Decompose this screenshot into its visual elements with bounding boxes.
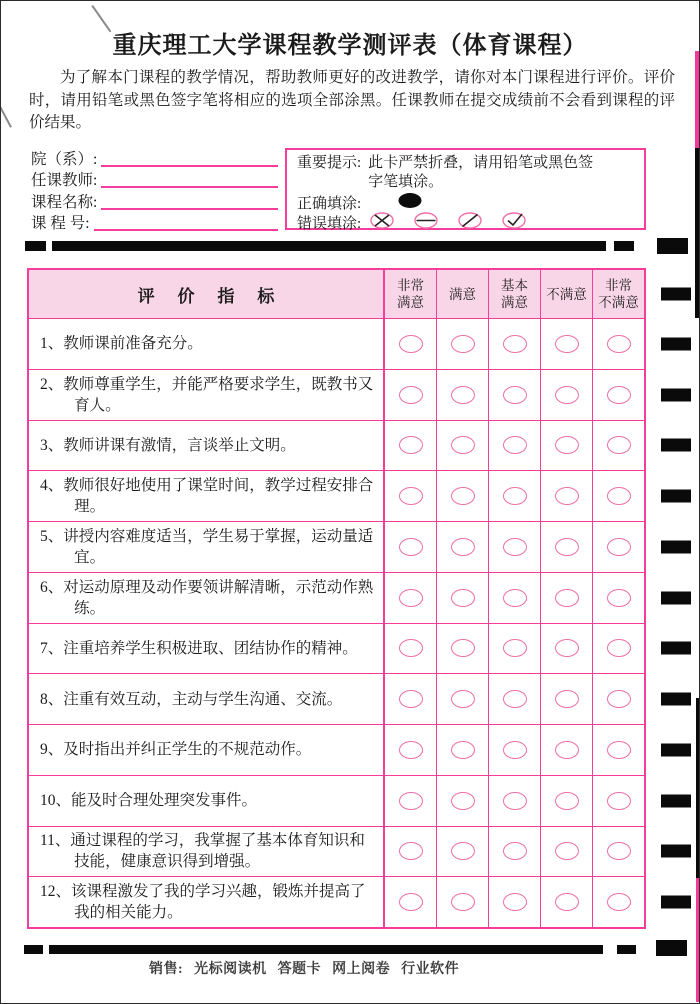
answer-bubble-very-unsatisfied[interactable]	[607, 842, 631, 860]
answer-bubble-unsatisfied[interactable]	[555, 386, 579, 404]
answer-bubble-very-unsatisfied[interactable]	[607, 741, 631, 759]
indicator-label: 6、对运动原理及动作要领讲解清晰，示范动作熟练。	[40, 578, 374, 617]
filled-oval-icon	[397, 192, 423, 214]
field-input-line[interactable]	[94, 217, 278, 231]
answer-bubble-basically-satisfied[interactable]	[503, 639, 527, 657]
sales-footer: 销售: 光标阅读机 答题卡 网上阅卷 行业软件	[149, 962, 460, 977]
answer-bubble-very-satisfied[interactable]	[399, 538, 423, 556]
field-course-name	[31, 190, 278, 212]
edge-strip-pink	[695, 51, 700, 148]
answer-bubble-very-unsatisfied[interactable]	[607, 436, 631, 454]
answer-bubble-very-unsatisfied[interactable]	[607, 335, 631, 353]
answer-bubble-unsatisfied[interactable]	[555, 893, 579, 911]
timing-mark	[661, 490, 691, 503]
answer-bubble-very-unsatisfied[interactable]	[607, 589, 631, 607]
cross-oval-icon	[370, 212, 394, 234]
answer-bubble-satisfied[interactable]	[451, 386, 475, 404]
indicator-label: 10、能及时合理处理突发事件。	[40, 792, 258, 810]
table-row-4	[29, 470, 644, 521]
sync-bar	[49, 945, 603, 954]
answer-bubble-satisfied[interactable]	[451, 538, 475, 556]
answer-bubble-very-unsatisfied[interactable]	[607, 690, 631, 708]
indicator-label: 5、讲授内容难度适当，学生易于掌握，运动量适宜。	[40, 527, 374, 566]
option-header-satisfied: 满意	[449, 286, 476, 302]
answer-bubble-satisfied[interactable]	[451, 741, 475, 759]
indicator-label: 3、教师讲课有激情，言谈举止文明。	[40, 436, 296, 454]
timing-mark	[661, 845, 691, 858]
answer-bubble-basically-satisfied[interactable]	[503, 386, 527, 404]
answer-bubble-very-satisfied[interactable]	[399, 741, 423, 759]
answer-bubble-very-satisfied[interactable]	[399, 436, 423, 454]
answer-bubble-satisfied[interactable]	[451, 893, 475, 911]
dash-oval-icon	[414, 212, 438, 234]
notice-box	[285, 148, 646, 230]
indicator-label: 11、通过课程的学习，我掌握了基本体育知识和技能，健康意识得到增强。	[40, 832, 365, 871]
answer-bubble-basically-satisfied[interactable]	[503, 842, 527, 860]
edge-strip-pink	[696, 878, 700, 1002]
answer-bubble-unsatisfied[interactable]	[555, 792, 579, 810]
correct-fill-label: 正确填涂:	[297, 196, 362, 212]
timing-mark	[614, 241, 634, 251]
answer-bubble-very-unsatisfied[interactable]	[607, 487, 631, 505]
answer-bubble-satisfied[interactable]	[451, 690, 475, 708]
table-row-6	[29, 572, 644, 623]
answer-bubble-unsatisfied[interactable]	[555, 690, 579, 708]
indicator-label: 9、及时指出并纠正学生的不规范动作。	[40, 741, 312, 759]
answer-bubble-very-satisfied[interactable]	[399, 690, 423, 708]
answer-bubble-basically-satisfied[interactable]	[503, 335, 527, 353]
field-label: 课程名称:	[31, 193, 98, 211]
indicator-label: 1、教师课前准备充分。	[40, 335, 203, 353]
answer-bubble-satisfied[interactable]	[451, 487, 475, 505]
answer-bubble-very-satisfied[interactable]	[399, 893, 423, 911]
answer-bubble-unsatisfied[interactable]	[555, 589, 579, 607]
answer-bubble-very-satisfied[interactable]	[399, 335, 423, 353]
timing-mark	[24, 945, 43, 954]
timing-mark	[661, 439, 691, 452]
wrong-fill-label: 错误填涂:	[297, 216, 362, 232]
indicator-label: 7、注重培养学生积极进取、团结协作的精神。	[40, 639, 358, 657]
option-header-very-satisfied: 非常 满意	[397, 278, 424, 310]
sync-bar	[52, 241, 606, 251]
page-title: 重庆理工大学课程教学测评表（体育课程）	[112, 33, 588, 59]
field-label: 课 程 号:	[31, 215, 90, 232]
evaluation-table	[27, 268, 646, 929]
answer-bubble-very-unsatisfied[interactable]	[607, 538, 631, 556]
answer-bubble-basically-satisfied[interactable]	[503, 589, 527, 607]
answer-bubble-basically-satisfied[interactable]	[503, 893, 527, 911]
timing-mark	[617, 945, 636, 954]
table-row-12	[29, 876, 644, 927]
timing-mark	[25, 241, 46, 251]
answer-bubble-basically-satisfied[interactable]	[503, 487, 527, 505]
table-row-9	[29, 724, 644, 775]
answer-bubble-very-satisfied[interactable]	[399, 386, 423, 404]
answer-bubble-very-satisfied[interactable]	[399, 842, 423, 860]
answer-bubble-unsatisfied[interactable]	[555, 335, 579, 353]
table-row-8	[29, 673, 644, 724]
indicator-label: 4、教师很好地使用了课堂时间，教学过程安排合理。	[40, 477, 374, 516]
field-input-line[interactable]	[101, 196, 278, 210]
timing-mark	[661, 288, 691, 301]
answer-bubble-very-satisfied[interactable]	[399, 487, 423, 505]
wrong-fill-examples	[370, 212, 526, 234]
field-teacher	[31, 169, 278, 191]
answer-bubble-basically-satisfied[interactable]	[503, 792, 527, 810]
edge-strip-black	[695, 148, 700, 318]
answer-bubble-satisfied[interactable]	[451, 639, 475, 657]
option-header-basically-satisfied: 基本 满意	[501, 278, 528, 310]
option-header-unsatisfied: 不满意	[546, 286, 587, 302]
field-department	[31, 147, 278, 169]
answer-bubble-basically-satisfied[interactable]	[503, 741, 527, 759]
indicator-header: 评 价 指 标	[29, 270, 385, 318]
answer-bubble-unsatisfied[interactable]	[555, 436, 579, 454]
slash-oval-icon	[458, 212, 482, 234]
timing-mark	[661, 896, 691, 909]
timing-mark	[661, 743, 691, 756]
answer-bubble-very-unsatisfied[interactable]	[607, 893, 631, 911]
answer-bubble-satisfied[interactable]	[451, 335, 475, 353]
table-row-2	[29, 369, 644, 420]
table-row-10	[29, 775, 644, 826]
timing-mark	[656, 940, 687, 956]
field-course-number	[31, 212, 278, 234]
answer-bubble-basically-satisfied[interactable]	[503, 436, 527, 454]
table-row-5	[29, 521, 644, 572]
notice-text: 此卡严禁折叠，请用铅笔或黑色签字笔填涂。	[368, 155, 594, 190]
check-oval-icon	[502, 212, 526, 234]
answer-bubble-unsatisfied[interactable]	[555, 639, 579, 657]
answer-bubble-unsatisfied[interactable]	[555, 741, 579, 759]
field-input-line[interactable]	[101, 153, 278, 167]
table-row-7	[29, 623, 644, 674]
table-row-11	[29, 826, 644, 877]
answer-bubble-very-unsatisfied[interactable]	[607, 639, 631, 657]
indicator-label: 8、注重有效互动，主动与学生沟通、交流。	[40, 690, 343, 708]
answer-bubble-very-satisfied[interactable]	[399, 589, 423, 607]
info-fields	[31, 147, 278, 233]
scan-artifact	[0, 95, 12, 128]
notice-title-label: 重要提示:	[297, 155, 362, 171]
answer-bubble-very-satisfied[interactable]	[399, 639, 423, 657]
answer-bubble-basically-satisfied[interactable]	[503, 690, 527, 708]
edge-strip-black	[696, 698, 700, 878]
answer-bubble-very-unsatisfied[interactable]	[607, 792, 631, 810]
timing-mark	[661, 693, 691, 706]
answer-bubble-unsatisfied[interactable]	[555, 538, 579, 556]
timing-mark	[661, 794, 691, 807]
table-header	[29, 270, 644, 318]
field-input-line[interactable]	[101, 174, 278, 188]
timing-mark	[661, 591, 691, 604]
table-row-3	[29, 420, 644, 471]
timing-mark	[661, 642, 691, 655]
answer-bubble-satisfied[interactable]	[451, 792, 475, 810]
answer-bubble-very-unsatisfied[interactable]	[607, 386, 631, 404]
indicator-label: 2、教师尊重学生，并能严格要求学生，既教书又育人。	[40, 375, 374, 414]
answer-bubble-unsatisfied[interactable]	[555, 487, 579, 505]
timing-mark	[657, 238, 688, 254]
timing-mark	[661, 388, 691, 401]
field-label: 院（系）:	[31, 150, 98, 168]
answer-bubble-unsatisfied[interactable]	[555, 842, 579, 860]
table-row-1	[29, 318, 644, 369]
answer-bubble-satisfied[interactable]	[451, 842, 475, 860]
intro-text: 为了解本门课程的教学情况，帮助教师更好的改进教学，请你对本门课程进行评价。评价时，请用铅笔或黑色签字笔将相应的选项全部涂黑。任课教师在提交成绩前不会看到课程的评价结果。	[29, 69, 675, 131]
answer-bubble-very-satisfied[interactable]	[399, 792, 423, 810]
option-header-very-unsatisfied: 非常 不满意	[598, 278, 639, 310]
indicator-label: 12、该课程激发了我的学习兴趣，锻炼并提高了我的相关能力。	[40, 883, 366, 922]
answer-bubble-satisfied[interactable]	[451, 436, 475, 454]
timing-mark	[661, 337, 691, 350]
timing-mark	[661, 540, 691, 553]
field-label: 任课教师:	[31, 172, 98, 189]
answer-bubble-satisfied[interactable]	[451, 589, 475, 607]
answer-bubble-basically-satisfied[interactable]	[503, 538, 527, 556]
